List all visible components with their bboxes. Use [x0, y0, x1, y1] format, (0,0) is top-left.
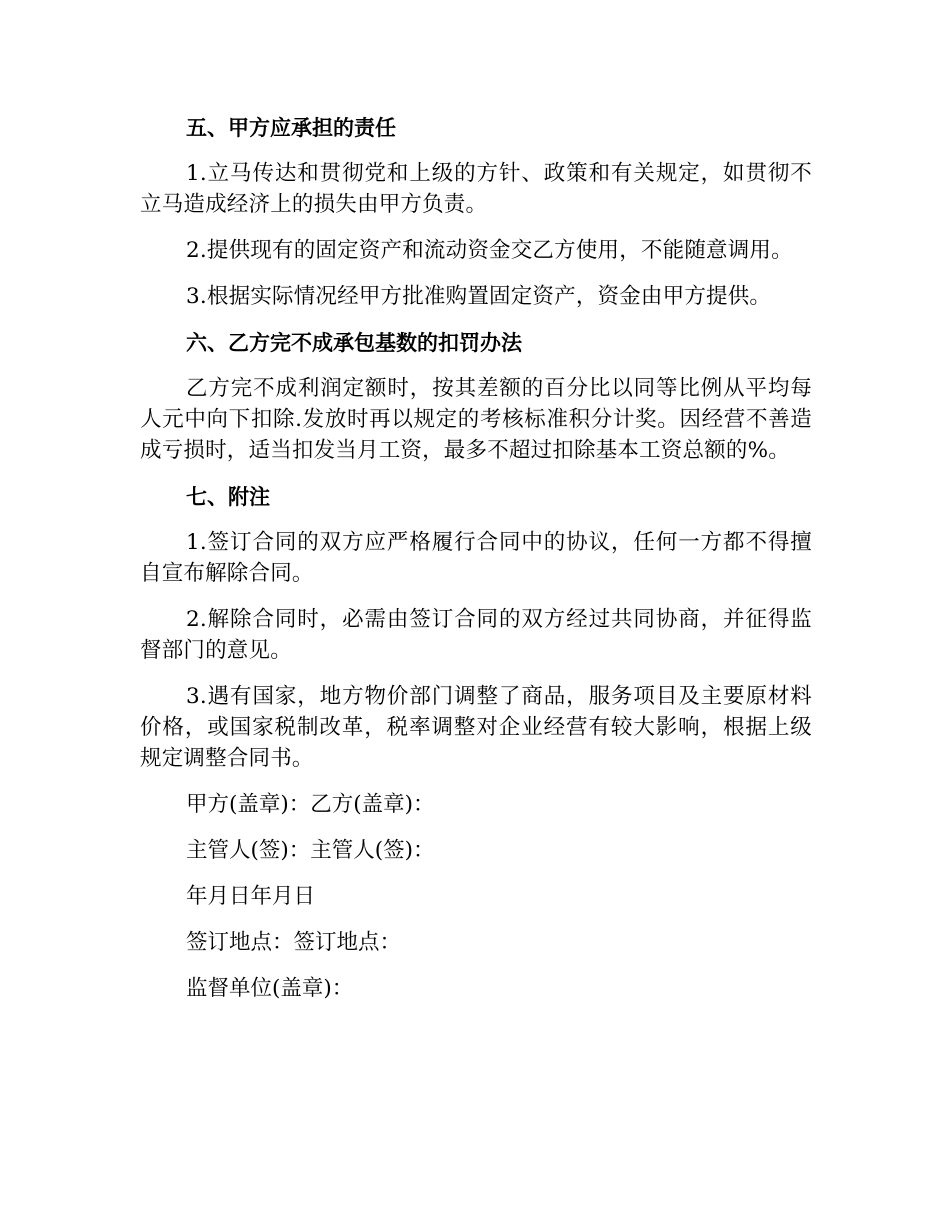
- signature-seal-line: 甲方(盖章)：乙方(盖章)：: [186, 792, 435, 817]
- section-7-item-1: 1.签订合同的双方应严格履行合同中的协议，任何一方都不得擅自宣布解除合同。: [140, 530, 812, 586]
- section-7-item-3: 3.遇有国家，地方物价部门调整了商品，服务项目及主要原材料价格，或国家税制改革，税率调整对企业经营有较大影响，根据上级规定调整合同书。: [140, 684, 812, 771]
- document-page: [140, 112, 812, 1019]
- section-5-title: 五、甲方应承担的责任: [186, 116, 396, 140]
- signature-supervisor-line: 主管人(签)：主管人(签)：: [186, 838, 435, 863]
- signature-monitor-line: 监督单位(盖章)：: [186, 976, 354, 1001]
- section-6-body: 乙方完不成利润定额时，按其差额的百分比以同等比例从平均每人元中向下扣除.发放时再以规定的考核标准积分计奖。因经营不善造成亏损时，适当扣发当月工资，最多不超过扣除基本工资总额的%。: [140, 376, 812, 463]
- section-7-title: 七、附注: [186, 485, 270, 509]
- signature-place-line: 签订地点：签订地点：: [186, 930, 402, 955]
- section-5-item-1: 1.立马传达和贯彻党和上级的方针、政策和有关规定，如贯彻不立马造成经济上的损失由甲方负责。: [140, 161, 812, 217]
- signature-date-line: 年月日年月日: [186, 884, 316, 909]
- section-6-title: 六、乙方完不成承包基数的扣罚办法: [186, 331, 522, 355]
- section-5-item-2: 2.提供现有的固定资产和流动资金交乙方使用，不能随意调用。: [186, 238, 793, 263]
- section-5-item-3: 3.根据实际情况经甲方批准购置固定资产，资金由甲方提供。: [186, 284, 772, 309]
- section-7-item-2: 2.解除合同时，必需由签订合同的双方经过共同协商，并征得监督部门的意见。: [140, 607, 812, 663]
